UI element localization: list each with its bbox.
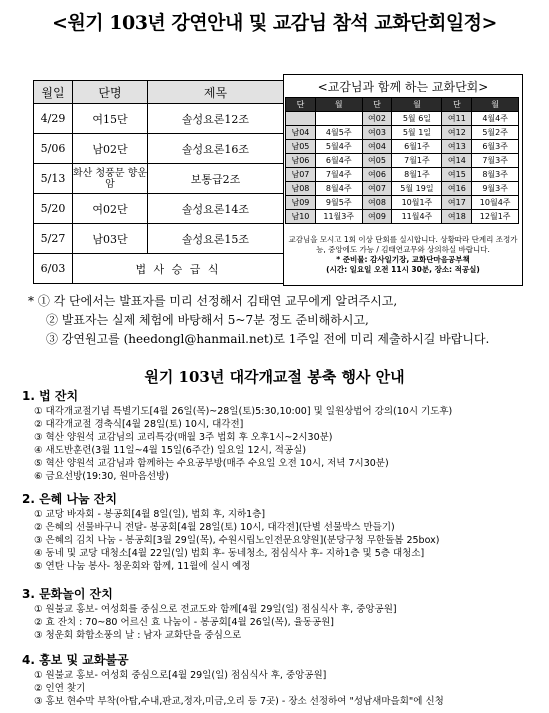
lecture-schedule-table	[33, 80, 284, 284]
box-note	[288, 235, 518, 275]
event-section	[22, 585, 542, 642]
row-dan: 법 사 승 급 식	[73, 254, 284, 284]
mini-row	[286, 168, 519, 182]
section-item: ③ 청운회 화합소풍의 날 : 남자 교화단을 중심으로	[34, 630, 242, 641]
mini-month-cell: 8월1주	[392, 168, 442, 182]
section-item: ① 원불교 홍보- 여성회를 중심으로 전교도와 함께[4월 29일(일) 점심식사 후, 중앙공원]	[34, 604, 397, 615]
row-topic: 솔성요론16조	[148, 134, 284, 164]
section-item: ③ 은혜의 김치 나눔 - 봉공회[3월 29일(목), 수원시립노인전문요양원](분당구청 무한돌봄 25box)	[34, 535, 440, 546]
mini-dan-cell: 남06	[286, 154, 316, 168]
mini-month-cell: 7월1주	[392, 154, 442, 168]
mini-dan-cell: 여07	[362, 182, 392, 196]
note-line: (시간: 일요일 오전 11시 30분, 장소: 적공실)	[326, 265, 480, 274]
mini-month-cell: 9월3주	[472, 182, 519, 196]
row-date: 5/06	[34, 134, 73, 164]
section-title: 3. 문화놀이 잔치	[22, 587, 113, 601]
mini-row	[286, 210, 519, 224]
section-item: ① 대각개교절기념 특별기도[4월 26일(목)~28일(토)5:30,10:00] 및 일원상법어 강의(10시 기도후)	[34, 406, 453, 417]
mini-row	[286, 126, 519, 140]
row-topic: 솔성요론12조	[148, 104, 284, 134]
visit-schedule-table	[285, 97, 519, 224]
mini-month-cell: 4월4주	[472, 112, 519, 126]
row-dan: 남03단	[73, 224, 148, 254]
row-dan: 여15단	[73, 104, 148, 134]
mini-month-cell	[315, 112, 362, 126]
row-date: 4/29	[34, 104, 73, 134]
table-row	[34, 224, 284, 254]
row-topic: 솔성요론15조	[148, 224, 284, 254]
section-item: ① 원불교 홍보- 여성회 중심으로[4월 29일(일) 점심식사 후, 중앙공원]	[34, 670, 327, 681]
mini-dan-cell: 여17	[442, 196, 472, 210]
section-item: ⑥ 금요선방(19:30, 원마음선방)	[34, 471, 169, 482]
row-dan: 여02단	[73, 194, 148, 224]
section-title: 4. 홍보 및 교화불공	[22, 653, 129, 667]
section-item: ③ 혁산 양원석 교감님의 교리특강(매월 3주 법회 후 오후1시~2시30분)	[34, 432, 333, 443]
mini-dan-cell: 남05	[286, 140, 316, 154]
mini-month-cell: 7월3주	[472, 154, 519, 168]
page-title: <원기 103년 강연안내 및 교감님 참석 교화단회일정>	[52, 12, 497, 34]
mini-row	[286, 154, 519, 168]
mini-dan-cell: 여18	[442, 210, 472, 224]
event-heading: 원기 103년 대각개교절 봉축 행사 안내	[144, 368, 405, 386]
mini-dan-cell: 여15	[442, 168, 472, 182]
section-item: ⑤ 연탄 나눔 봉사- 청운회와 함께, 11월에 실시 예정	[34, 561, 251, 572]
event-section	[22, 651, 542, 708]
box-title: <교감님과 함께 하는 교화단회>	[317, 80, 489, 94]
section-item: ② 효 잔치 : 70~80 어르신 효 나눔이 - 봉공회[4월 26일(목), 율동공원]	[34, 617, 335, 628]
note-line: * ① 각 단에서는 발표자를 미리 선정해서 김태연 교무에게 알려주시고,	[28, 294, 398, 308]
row-dan: 남02단	[73, 134, 148, 164]
col-topic: 제목	[148, 81, 284, 104]
mini-dan-cell: 여11	[442, 112, 472, 126]
mini-month-cell: 10월1주	[392, 196, 442, 210]
mini-dan-cell: 여05	[362, 154, 392, 168]
col-date: 월일	[34, 81, 73, 104]
table-row	[34, 194, 284, 224]
mini-dan-cell: 여14	[442, 154, 472, 168]
mini-row	[286, 112, 519, 126]
mini-dan-cell: 여08	[362, 196, 392, 210]
mini-month-cell: 9월5주	[315, 196, 362, 210]
mini-header-row	[286, 98, 519, 112]
section-title: 1. 법 잔치	[22, 389, 79, 403]
row-dan: 화산 청풍문 향운암	[73, 164, 148, 194]
row-topic: 솔성요론14조	[148, 194, 284, 224]
mini-month-cell: 6월1주	[392, 140, 442, 154]
row-topic: 보통급2조	[148, 164, 284, 194]
mini-month-cell: 6월4주	[315, 154, 362, 168]
mini-header-cell: 월	[472, 98, 519, 112]
mini-dan-cell: 여13	[442, 140, 472, 154]
col-dan: 단명	[73, 81, 148, 104]
mini-month-cell: 6월3주	[472, 140, 519, 154]
section-title: 2. 은혜 나눔 잔치	[22, 492, 117, 506]
mini-header-cell: 단	[442, 98, 472, 112]
table-row	[34, 254, 284, 284]
table-header-row	[34, 81, 284, 104]
row-date: 6/03	[34, 254, 73, 284]
mini-month-cell: 4월5주	[315, 126, 362, 140]
event-section	[22, 490, 542, 573]
mini-row	[286, 196, 519, 210]
mini-month-cell: 5월 1일	[392, 126, 442, 140]
mini-month-cell: 10월4주	[472, 196, 519, 210]
visit-schedule-box	[283, 74, 523, 286]
mini-month-cell: 11월3주	[315, 210, 362, 224]
mini-dan-cell: 여09	[362, 210, 392, 224]
mini-month-cell: 5월4주	[315, 140, 362, 154]
row-date: 5/20	[34, 194, 73, 224]
lecture-notes	[28, 292, 543, 349]
note-line: ③ 강연원고를 (heedongl@hanmail.net)로 1주일 전에 미리 제출하시길 바랍니다.	[46, 332, 490, 346]
mini-month-cell: 7월4주	[315, 168, 362, 182]
mini-dan-cell: 남09	[286, 196, 316, 210]
mini-row	[286, 140, 519, 154]
row-date: 5/13	[34, 164, 73, 194]
note-line: 교감님을 모시고 1회 이상 단회를 실시합니다. 상황따라 단계리 조정가능, 중앙에도 가능 / 김태연교무와 상의하실 바랍니다.	[288, 235, 518, 254]
mini-header-cell: 월	[315, 98, 362, 112]
section-item: ④ 새도반훈련(3월 11일~4월 15일(6주간) 일요일 12시, 적공실)	[34, 445, 307, 456]
table-row	[34, 104, 284, 134]
mini-month-cell: 5월 19일	[392, 182, 442, 196]
table-row	[34, 164, 284, 194]
mini-dan-cell	[286, 112, 316, 126]
mini-dan-cell: 여02	[362, 112, 392, 126]
section-item: ⑤ 혁산 양원석 교감님과 함께하는 수요공부방(매주 수요일 오전 10시, 저녁 7시30분)	[34, 458, 389, 469]
mini-dan-cell: 남10	[286, 210, 316, 224]
mini-month-cell: 5월2주	[472, 126, 519, 140]
mini-header-cell: 단	[362, 98, 392, 112]
row-date: 5/27	[34, 224, 73, 254]
note-line: * 준비물: 감사일기장, 교화단마음공부책	[336, 255, 470, 264]
mini-dan-cell: 여03	[362, 126, 392, 140]
mini-dan-cell: 여12	[442, 126, 472, 140]
section-item: ② 대각개교절 경축식[4월 28일(토) 10시, 대각전]	[34, 419, 244, 430]
note-line: ② 발표자는 실제 체험에 바탕해서 5~7분 정도 준비해하시고,	[46, 313, 369, 327]
mini-dan-cell: 남07	[286, 168, 316, 182]
section-item: ④ 동네 및 교당 대청소[4월 22일(일) 법회 후- 동네청소, 점심식사 후- 지하1층 및 5층 대청소]	[34, 548, 425, 559]
mini-row	[286, 182, 519, 196]
mini-dan-cell: 여06	[362, 168, 392, 182]
mini-dan-cell: 남04	[286, 126, 316, 140]
mini-month-cell: 5월 6일	[392, 112, 442, 126]
mini-dan-cell: 여04	[362, 140, 392, 154]
mini-month-cell: 8월4주	[315, 182, 362, 196]
mini-dan-cell: 여16	[442, 182, 472, 196]
mini-header-cell: 단	[286, 98, 316, 112]
mini-header-cell: 월	[392, 98, 442, 112]
mini-month-cell: 8월3주	[472, 168, 519, 182]
mini-month-cell: 11월4주	[392, 210, 442, 224]
mini-dan-cell: 남08	[286, 182, 316, 196]
mini-month-cell: 12월1주	[472, 210, 519, 224]
section-item: ③ 홍보 현수막 부착(아탑,수내,판교,정자,미금,오리 등 7곳) - 장소 선정하여 "성남새마을회"에 신청	[34, 696, 444, 707]
table-row	[34, 134, 284, 164]
section-item: ② 은혜의 선물바구니 전달- 봉공회[4월 28일(토) 10시, 대각전](단별 선물박스 만들기)	[34, 522, 395, 533]
section-item: ② 인연 찾기	[34, 683, 86, 694]
event-section	[22, 387, 542, 483]
section-item: ① 교당 바자회 - 봉공회[4월 8일(일), 법회 후, 지하1층]	[34, 509, 266, 520]
